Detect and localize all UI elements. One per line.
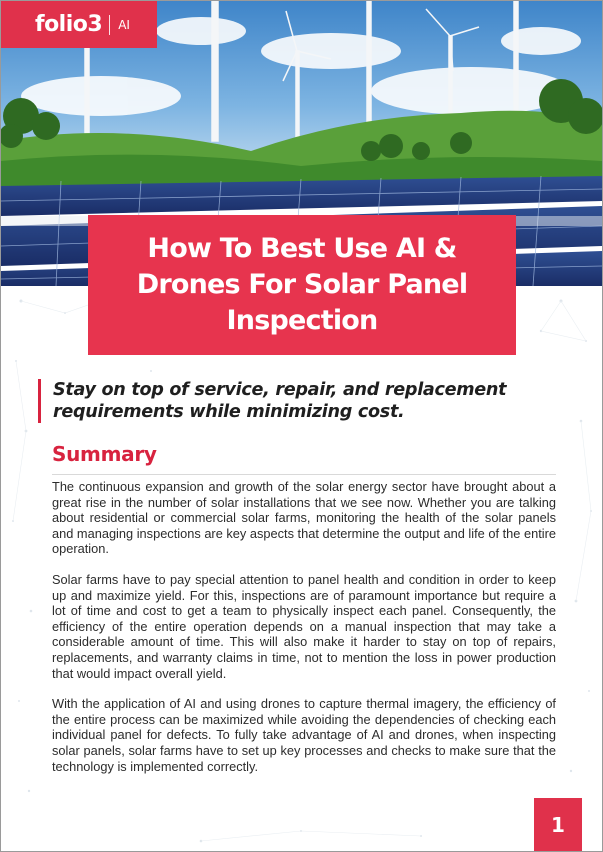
page-number: 1	[551, 812, 565, 837]
summary-paragraph: Solar farms have to pay special attention to panel health and condition in order to keep up and maximize yield. For this, inspections are of paramount importance but require a lot of time and cost to get a team to physically inspect each panel. Consequently, the efficiency of the entire operation depends on a manual inspection that may take a considerable amount of time. This will also make it harder to stay on top of repairs, replacements, and warranty claims in time, not to mention the loss in power production that would impact overall yield.	[52, 571, 556, 681]
subtitle-line: Stay on top of service, repair, and replacement	[53, 380, 507, 400]
summary-paragraph: The continuous expansion and growth of the solar energy sector have brought about a great rise in the number of solar installations that we see now. Whether you are talking about residential or commercial solar farms, monitoring the health of the solar panels and managing inspections are key aspects that determine the output and life of the entire operation.	[52, 479, 556, 557]
title-line: How To Best Use AI &	[147, 233, 457, 264]
brand-logo	[1, 1, 157, 48]
title-line: Drones For Solar Panel	[136, 269, 468, 300]
brand-tag: AI	[118, 17, 130, 32]
brand-divider	[109, 15, 110, 35]
brand-name: folio3	[35, 12, 103, 37]
title-banner	[88, 215, 516, 355]
subtitle-callout	[38, 379, 573, 423]
page-number-badge	[534, 798, 582, 851]
summary-paragraph: With the application of AI and using drones to capture thermal imagery, the efficiency of the entire process can be maximized while avoiding the dependencies of checking each individual panel for defects. To fully take advantage of AI and drones, when inspecting solar panels, solar farms have to set up key processes and checks to make sure that the technology is implemented correctly.	[52, 696, 556, 774]
summary-body	[52, 479, 556, 789]
document-title	[137, 231, 468, 339]
subtitle-line: requirements while minimizing cost.	[53, 402, 405, 422]
title-line: Inspection	[226, 305, 378, 336]
section-divider	[52, 474, 556, 475]
summary-heading: Summary	[52, 442, 157, 466]
